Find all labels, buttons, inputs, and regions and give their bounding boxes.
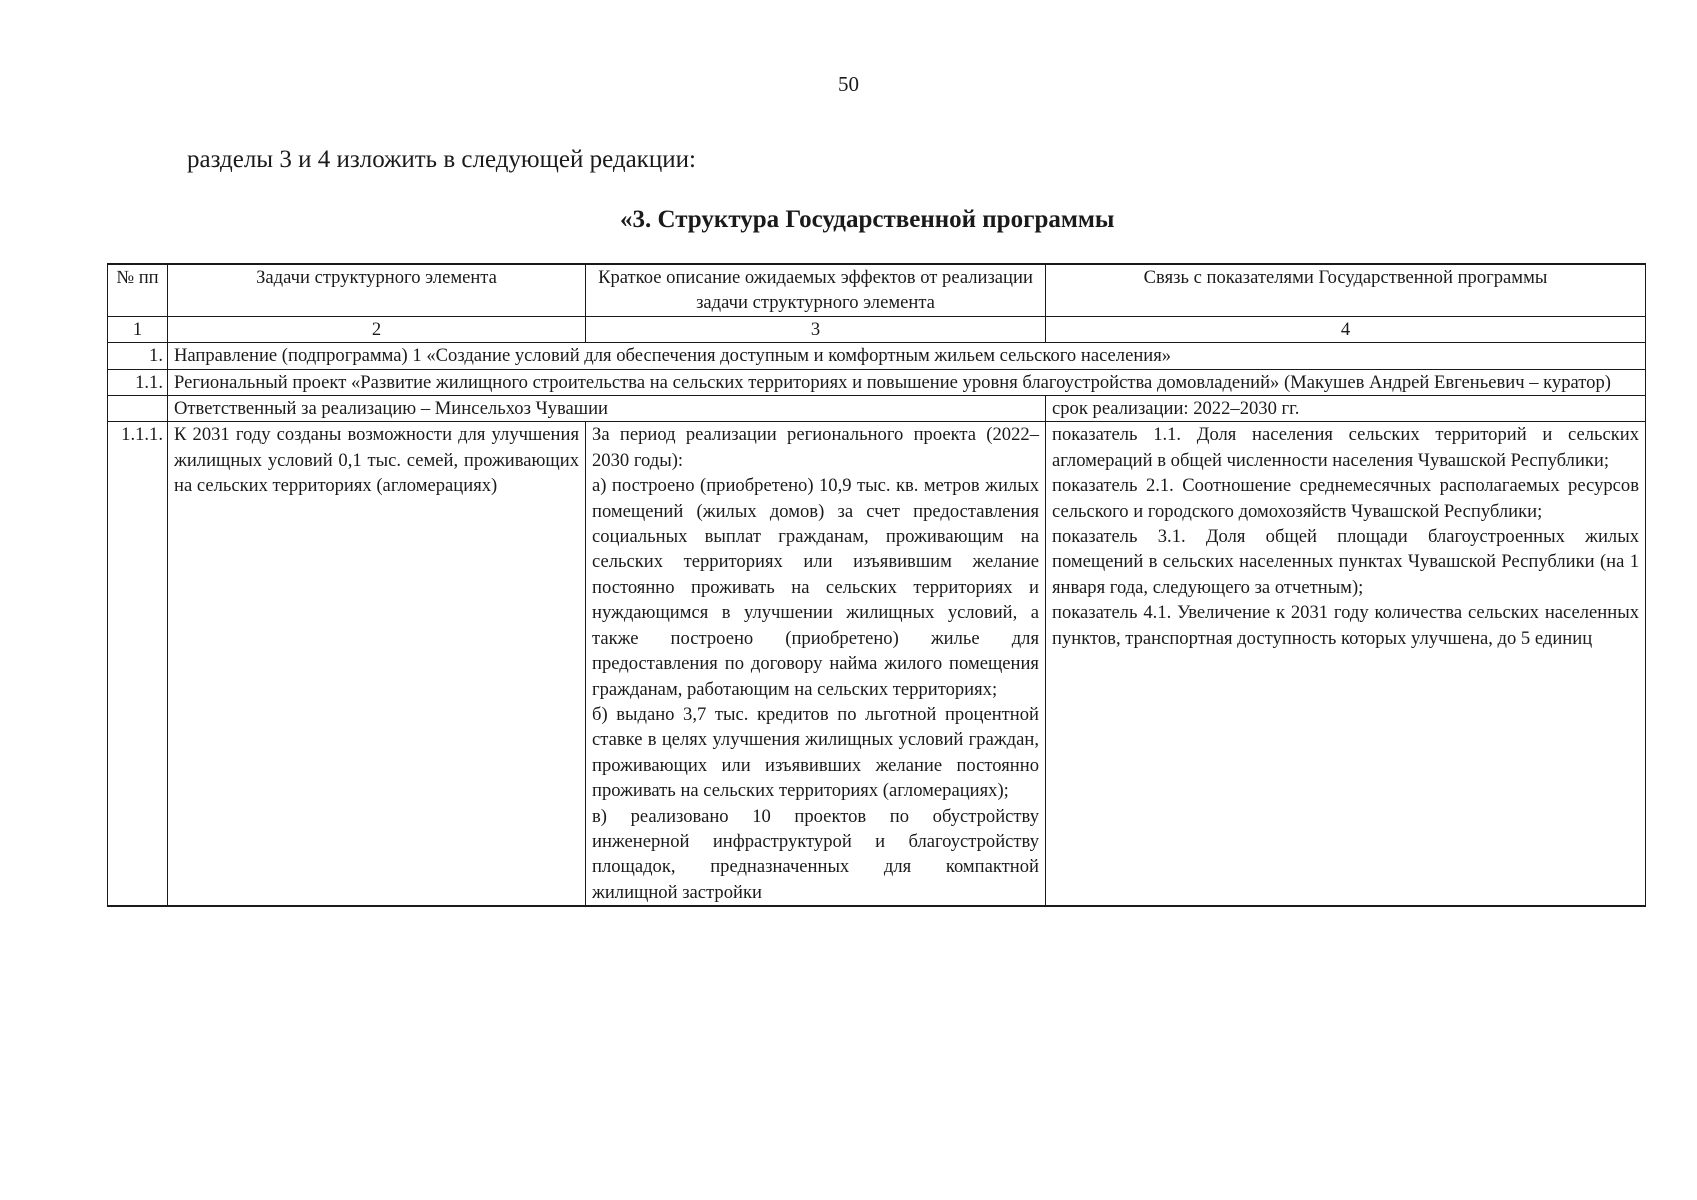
responsible-row xyxy=(108,396,1646,422)
row-number: 1.1. xyxy=(108,369,168,395)
task-row xyxy=(108,422,1646,906)
table-header-row xyxy=(108,264,1646,316)
column-number-row xyxy=(108,316,1646,342)
header-number: № пп xyxy=(108,264,168,316)
direction-row xyxy=(108,343,1646,369)
direction-text: Направление (подпрограмма) 1 «Создание условий для обеспечения доступным и комфортным жильем сельского населения» xyxy=(168,343,1646,369)
header-effects: Краткое описание ожидаемых эффектов от реализации задачи структурного элемента xyxy=(586,264,1046,316)
task-text: К 2031 году созданы возможности для улучшения жилищных условий 0,1 тыс. семей, проживающих на сельских территориях (агломерациях) xyxy=(168,422,586,906)
row-number: 1. xyxy=(108,343,168,369)
effect-paragraph: За период реализации регионального проекта (2022–2030 годы): xyxy=(592,424,1039,471)
effects-cell xyxy=(586,422,1046,906)
column-number: 4 xyxy=(1046,316,1646,342)
column-number: 2 xyxy=(168,316,586,342)
indicator-paragraph: показатель 2.1. Соотношение среднемесячных располагаемых ресурсов сельского и городского домохозяйств Чувашской Республики; xyxy=(1052,475,1639,522)
header-tasks: Задачи структурного элемента xyxy=(168,264,586,316)
effect-paragraph: а) построено (приобретено) 10,9 тыс. кв. метров жилых помещений (жилых домов) за счет предоставления социальных выплат гражданам, проживающим на сельских территориях или изъявившим желание постоянно проживать на сельских территориях и нуждающимся в улучшении жилищных условий, а также построено (приобретено) жилье для предоставления по договору найма жилого помещения гражданам, работающим на сельских территориях; xyxy=(592,475,1039,700)
indicators-cell xyxy=(1046,422,1646,906)
empty-cell xyxy=(108,396,168,422)
effect-paragraph: б) выдано 3,7 тыс. кредитов по льготной процентной ставке в целях улучшения жилищных условий граждан, проживающих или изъявивших желание постоянно проживать на сельских территориях (агломерациях); xyxy=(592,703,1039,802)
indicator-paragraph: показатель 1.1. Доля населения сельских территорий и сельских агломераций в общей численности населения Чувашской Республики; xyxy=(1052,424,1639,471)
section-title: «3. Структура Государственной программы xyxy=(620,206,1115,233)
header-indicators: Связь с показателями Государственной программы xyxy=(1046,264,1646,316)
column-number: 3 xyxy=(586,316,1046,342)
effect-paragraph: в) реализовано 10 проектов по обустройству инженерной инфраструктурой и благоустройству площадок, предназначенных для компактной жилищной застройки xyxy=(592,805,1039,903)
program-structure-table xyxy=(107,263,1646,907)
term-text: срок реализации: 2022–2030 гг. xyxy=(1046,396,1646,422)
responsible-text: Ответственный за реализацию – Минсельхоз Чувашии xyxy=(168,396,1046,422)
intro-text: разделы 3 и 4 изложить в следующей редакции: xyxy=(187,146,696,173)
indicator-paragraph: показатель 4.1. Увеличение к 2031 году количества сельских населенных пунктов, транспортная доступность которых улучшена, до 5 единиц xyxy=(1052,602,1639,649)
page-number: 50 xyxy=(838,72,859,96)
project-text: Региональный проект «Развитие жилищного строительства на сельских территориях и повышение уровня благоустройства домовладений» (Макушев Андрей Евгеньевич – куратор) xyxy=(168,369,1646,395)
column-number: 1 xyxy=(108,316,168,342)
project-row xyxy=(108,369,1646,395)
indicator-paragraph: показатель 3.1. Доля общей площади благоустроенных жилых помещений в сельских населенных пунктах Чувашской Республики (на 1 января года, следующего за отчетным); xyxy=(1052,526,1639,598)
row-number: 1.1.1. xyxy=(108,422,168,906)
